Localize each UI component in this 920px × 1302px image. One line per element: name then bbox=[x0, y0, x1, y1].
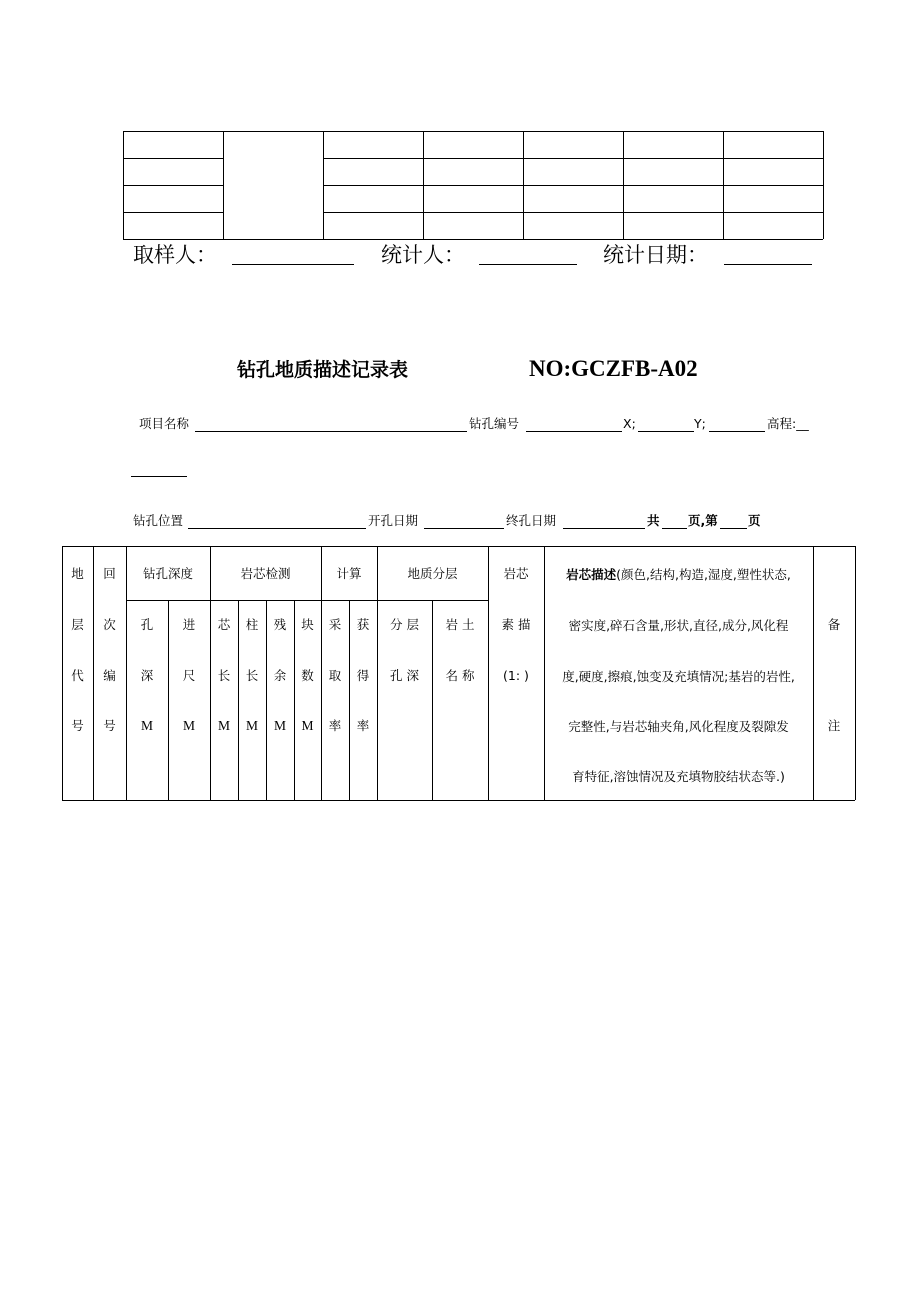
run-no-char: 号 bbox=[103, 718, 116, 733]
sampling-rate-char: 率 bbox=[328, 718, 342, 733]
x-blank[interactable] bbox=[638, 431, 694, 432]
core-description-line: 育特征,溶蚀情况及充填物胶结状态等.) bbox=[572, 769, 785, 784]
run-no-char: 回 bbox=[103, 566, 116, 581]
layer-depth-text: 孔 深 bbox=[390, 668, 419, 683]
y-label: Y; bbox=[694, 416, 706, 431]
advance-unit: M bbox=[182, 718, 195, 733]
core-description-line: 完整性,与岩芯轴夹角,风化程度及裂隙发 bbox=[568, 719, 789, 734]
blocks-char: 块 bbox=[301, 617, 314, 632]
project-name-label: 项目名称 bbox=[139, 416, 190, 431]
blocks-unit: M bbox=[301, 718, 314, 733]
advance-char: 进 bbox=[182, 617, 196, 632]
counter-label: 统计人： bbox=[381, 243, 465, 267]
recovery-rate-char: 得 bbox=[356, 668, 370, 683]
layer-code-char: 层 bbox=[71, 617, 84, 632]
depth-header: 钻孔深度 bbox=[142, 566, 193, 581]
start-date-blank[interactable] bbox=[424, 528, 504, 529]
column-len-char: 柱 bbox=[245, 617, 259, 632]
core-len-unit: M bbox=[217, 718, 230, 733]
core-len-char: 芯 bbox=[217, 617, 231, 632]
sampler-blank[interactable] bbox=[232, 264, 354, 265]
column-len-char: 长 bbox=[245, 668, 259, 683]
soil-name-text: 岩 土 bbox=[445, 617, 475, 632]
layer-depth-text: 分 层 bbox=[390, 617, 419, 632]
end-date-label: 终孔日期 bbox=[506, 513, 557, 528]
hole-depth-unit: M bbox=[140, 718, 153, 733]
hole-position-blank[interactable] bbox=[188, 528, 366, 529]
residual-char: 残 bbox=[273, 617, 287, 632]
core-description-line: 度,硬度,擦痕,蚀变及充填情况;基岩的岩性, bbox=[562, 669, 795, 684]
layer-code-char: 地 bbox=[71, 566, 84, 581]
form-title: 钻孔地质描述记录表 bbox=[237, 359, 409, 381]
page-no-blank[interactable] bbox=[720, 528, 747, 529]
remarks-char: 注 bbox=[827, 718, 841, 733]
form-code: NO:GCZFB-A02 bbox=[529, 356, 698, 381]
x-label: X; bbox=[623, 416, 636, 431]
sampling-rate-char: 取 bbox=[328, 668, 342, 683]
layer-code-char: 代 bbox=[71, 668, 84, 683]
blocks-char: 数 bbox=[301, 668, 314, 683]
column-len-unit: M bbox=[245, 718, 258, 733]
counter-blank[interactable] bbox=[479, 264, 577, 265]
core-description-title: 岩芯描述 bbox=[566, 567, 617, 582]
hole-position-label: 钻孔位置 bbox=[133, 513, 184, 528]
page-end-label: 页 bbox=[748, 513, 761, 528]
residual-char: 余 bbox=[273, 668, 287, 683]
total-pages-blank[interactable] bbox=[662, 528, 687, 529]
core-test-header: 岩芯检测 bbox=[240, 566, 291, 581]
core-description-line: 岩芯描述(颜色,结构,构造,湿度,塑性状态, bbox=[566, 567, 791, 582]
end-date-blank[interactable] bbox=[563, 528, 645, 529]
soil-name-text: 名 称 bbox=[445, 668, 475, 683]
core-len-char: 长 bbox=[217, 668, 231, 683]
recovery-rate-char: 获 bbox=[356, 617, 370, 632]
sketch-scale: (1: ) bbox=[503, 668, 529, 683]
page-no-label: 页,第 bbox=[688, 513, 718, 528]
elevation-label: 高程:__ bbox=[767, 416, 809, 431]
layer-code-char: 号 bbox=[71, 718, 84, 733]
stat-date-label: 统计日期： bbox=[603, 243, 708, 267]
elevation-blank[interactable] bbox=[131, 476, 187, 477]
hole-depth-char: 深 bbox=[140, 668, 154, 683]
sampling-rate-char: 采 bbox=[328, 617, 342, 632]
y-blank[interactable] bbox=[709, 431, 765, 432]
sampler-label: 取样人： bbox=[133, 243, 217, 267]
total-pages-label: 共 bbox=[647, 513, 660, 528]
recovery-rate-char: 率 bbox=[356, 718, 370, 733]
hole-no-blank[interactable] bbox=[526, 431, 622, 432]
calc-header: 计算 bbox=[336, 566, 362, 581]
strata-header: 地质分层 bbox=[407, 566, 458, 581]
hole-depth-char: 孔 bbox=[140, 617, 154, 632]
advance-char: 尺 bbox=[182, 668, 196, 683]
start-date-label: 开孔日期 bbox=[368, 513, 419, 528]
core-description-line: 密实度,碎石含量,形状,直径,成分,风化程 bbox=[568, 618, 789, 633]
remarks-char: 备 bbox=[827, 617, 841, 632]
stat-date-blank[interactable] bbox=[724, 264, 812, 265]
run-no-char: 次 bbox=[103, 617, 116, 632]
residual-unit: M bbox=[273, 718, 286, 733]
sketch-text: 素 描 bbox=[501, 617, 531, 632]
core-sketch-header: 岩芯 bbox=[503, 566, 529, 581]
hole-no-label: 钻孔编号 bbox=[469, 416, 520, 431]
run-no-char: 编 bbox=[103, 668, 116, 683]
project-name-blank[interactable] bbox=[195, 431, 467, 432]
